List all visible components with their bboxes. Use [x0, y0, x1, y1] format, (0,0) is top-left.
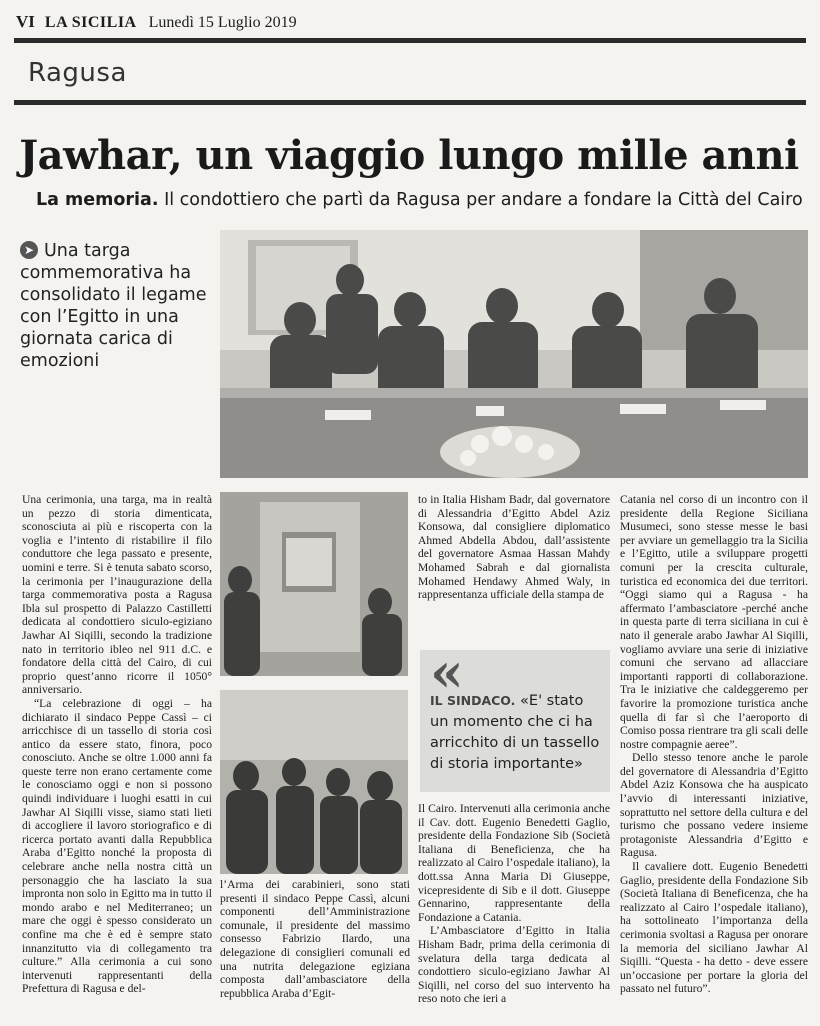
issue-date: Lunedì 15 Luglio 2019: [148, 14, 297, 31]
header-rule: [14, 38, 806, 43]
paragraph: Il Cairo. Intervenuti alla cerimonia anche il Cav. dott. Eugenio Benedetti Gaglio, presidente della Fondazione Sib (Società Italiana di Beneficienza, che ha realizzato al Cairo l’ospedale italiano), la dott.ssa Anna Maria Di Giuseppe, vicepresidente di Sib e il dott. Giuseppe Gennarino, rappresentante della Fondazione a Catania.: [418, 802, 610, 924]
article-title: Jawhar, un viaggio lungo mille anni: [19, 132, 799, 179]
plaque-photo-illustration: [220, 492, 408, 676]
standfirst: [20, 240, 210, 372]
paragraph: Catania nel corso di un incontro con il presidente della Regione Siciliana Musumeci, sono stesse messe le basi per avviare un gemellaggio tra la Sicilia e l’Egitto, utile a sviluppare progetti comuni per la crescita culturale, turistica ed economica dei due territori. “Oggi siamo qui a Ragusa - ha affermato l’ambasciatore -perché anche in questa parte di terra siciliana in cui è nato il generale arabo Jawhar Al Siqilli, vogliamo avviare una serie di iniziative comuni che servano ad allacciare importanti rapporti di collaborazione. Tra le iniziative che caldeggeremo per favorire la promozione turistica anche quella di far sì che l’aeroporto di Comiso possa rientrare tra gli scali delle nostre compagnie aeree”.: [620, 493, 808, 751]
quote-mark-icon: «: [430, 640, 464, 704]
paragraph: “La celebrazione di oggi – ha dichiarato il sindaco Peppe Cassì – ci arricchisce di un tassello di storia così antico da essere stato, finora, poco conosciuto. Anche se oltre 1.000 anni fa queste terre non erano certamente come le conosciamo oggi e non si possono quindi individuare i luoghi esatti in cui Jawhar Al Siqilli visse, siamo stati lieti di accogliere il lavoro storiografico e di ricerca portato avanti dalla Repubblica Araba d’Egitto nonché la proposta di celebrare anche nella nostra città un personaggio che ha lasciato la sua impronta non solo in Egitto ma in tutto il mondo arabo e nel Mediterraneo; un mare che oggi è spesso considerato un confine ma che è ed è sempre stato innanzitutto via di collegamento tra culture.” Alla cerimonia a cui sono intervenuti rappresentanti della Prefettura di Ragusa e del-: [22, 696, 213, 996]
paragraph: l’Arma dei carabinieri, sono stati presenti il sindaco Peppe Cassì, alcuni componenti dell’Amministrazione comunale, il presidente del massimo consesso Fabrizio Ilardo, una delegazione di consiglieri comunali ed una nutrita delegazione egiziana composta dall’ambasciatore della repubblica Araba d’Egit-: [220, 878, 410, 1000]
main-photo: [220, 230, 808, 478]
subtitle-lead: La memoria.: [36, 190, 159, 210]
pull-quote: [420, 640, 610, 792]
arrow-icon: ➤: [20, 241, 38, 259]
subtitle-text: Il condottiero che partì da Ragusa per andare a fondare la Città del Cairo: [158, 190, 803, 210]
article-column-2: [220, 878, 410, 1000]
handshake-photo-illustration: [220, 690, 408, 874]
pull-quote-label: IL SINDACO.: [430, 693, 516, 708]
article-column-1: [22, 493, 212, 996]
masthead: [16, 12, 297, 32]
article-column-3-bottom: [418, 802, 610, 1006]
paragraph: L’Ambasciatore d’Egitto in Italia Hisham Badr, prima della cerimonia di svelatura della targa dedicata al condottiero siculo-egiziano Jawhar Al Siqilli, nel corso del suo intervento ha reso noto che ieri a: [418, 924, 610, 1006]
article-subtitle: [36, 190, 812, 210]
article-column-3-top: [418, 493, 610, 602]
standfirst-text: Una targa commemorativa ha consolidato il legame con l’Egitto in una giornata carica di emozioni: [20, 241, 207, 371]
paper-name: LA SICILIA: [44, 14, 137, 31]
section-rule: [14, 100, 806, 105]
plaque-photo: [220, 492, 408, 676]
paragraph: to in Italia Hisham Badr, dal governatore di Alessandria d’Egitto Abdel Aziz Konsowa, dal consigliere diplomatico Ahmed Abdella Abdou, dall’assistente del governatore Asmaa Hassan Mahdy Mohamed Sabrah e dal giornalista Mohamed Hendawy Ahmed Waly, in rappresentanza ufficiale della stampa de: [418, 493, 610, 602]
article-column-4: [620, 493, 808, 996]
pull-quote-body: «E' stato un momento che ci ha arricchito di un tassello di storia importante»: [430, 693, 600, 772]
paragraph: Il cavaliere dott. Eugenio Benedetti Gaglio, presidente della Fondazione Sib (Società Italiana di Beneficenza, che ha realizzato al Cairo l’ospedale italiano), ha sottolineato l’importanza della cerimonia svoltasi a Ragusa per onorare la memoria del siciliano Jawhar Al Siqilli. “Questa - ha detto - deve essere un’occasione per portare la gloria del passato nel futuro”.: [620, 860, 808, 996]
meeting-photo-illustration: [220, 230, 808, 478]
section-title: Ragusa: [28, 58, 127, 88]
paragraph: Una cerimonia, una targa, ma in realtà un pezzo di storia dimenticata, sconosciuta ai più e riscoperta con la voglia e l’intento di ristabilire il filo conduttore che lega passato e presente, uomini e terre. Si è tenuta sabato scorso, la cerimonia per l’inaugurazione della targa commemorativa posta a Ragusa Ibla sul prospetto di Palazzo Castilletti dedicata al condottiero siculo-egiziano Jawhar Al Siqilli, secondo la tradizione nato in territorio ibleo nel 911 d.C. e fondatore della città del Cairo, di cui proprio quest’anno ricorre il 1050° anniversario.: [22, 493, 212, 697]
handshake-photo: [220, 690, 408, 874]
pull-quote-text: [430, 690, 606, 775]
page-number: VI: [16, 12, 35, 31]
paragraph: Dello stesso tenore anche le parole del governatore di Alessandria d’Egitto Abdel Aziz Konsowa che ha auspicato l’avvio di interessanti iniziative, soprattutto nel settore della cultura e del turismo che possano vedere insieme protagoniste Alessandria d’Egitto e Ragusa.: [620, 751, 808, 860]
